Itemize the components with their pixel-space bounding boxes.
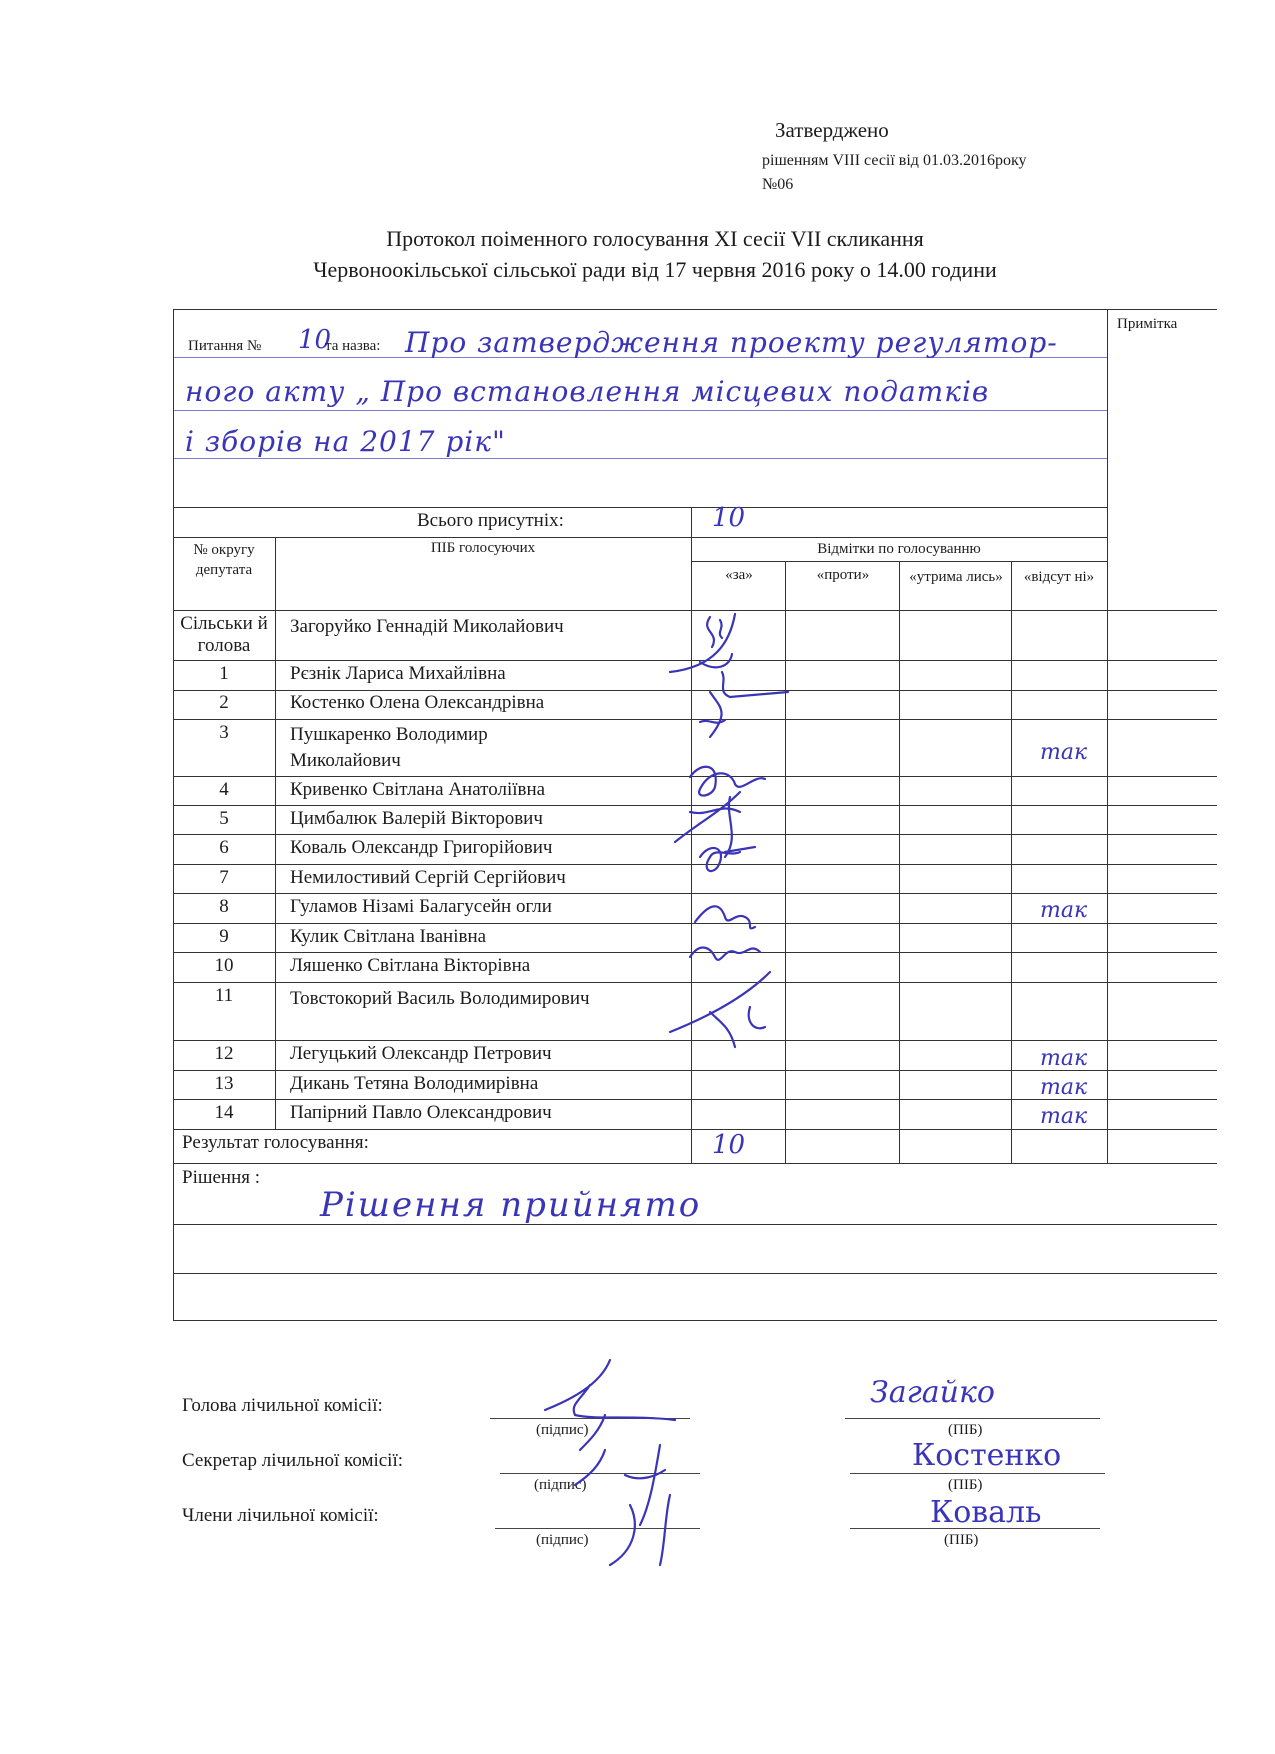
col-against: «проти» (816, 567, 870, 583)
row-name: Товстокорий Василь Володимирович (290, 988, 590, 1009)
head-label: Голова лічильної комісії: (182, 1395, 383, 1416)
question-text-line-1: Про затвердження проекту регулятор- (405, 326, 1058, 359)
row-num: 7 (219, 867, 229, 888)
secretary-name: Костенко (912, 1438, 1062, 1473)
row-num: 6 (219, 837, 229, 858)
row-num: Сільськи й голова (180, 613, 268, 656)
approved-decision-line: рішенням VIII сесії від 01.03.2016року (762, 152, 1027, 169)
question-label: Питання № (188, 338, 262, 354)
members-name-hint: (ПІБ) (944, 1532, 979, 1548)
head-sign-hint: (підпис) (536, 1422, 589, 1438)
members-sign-hint: (підпис) (536, 1532, 589, 1548)
result-label: Результат голосування: (182, 1132, 369, 1153)
col-abstained: «утрима лись» (909, 569, 1003, 585)
secretary-label: Секретар лічильної комісії: (182, 1450, 404, 1471)
question-number: 10 (298, 325, 332, 355)
row-num: 10 (214, 955, 234, 976)
col-district: № округу депутата (193, 542, 255, 578)
members-label: Члени лічильної комісії: (182, 1505, 379, 1526)
row-num: 1 (219, 663, 229, 684)
row-name: Ляшенко Світлана Вікторівна (290, 955, 531, 976)
members-name: Коваль (930, 1495, 1042, 1530)
question-text-line-3: і зборів на 2017 рік" (185, 425, 506, 458)
row-absent-mark: так (1040, 1046, 1088, 1071)
col-marks-group: Відмітки по голосуванню (817, 541, 981, 557)
row-name: Легуцький Олександр Петрович (290, 1043, 552, 1064)
approved-number: №06 (762, 176, 794, 193)
row-name: Пушкаренко Володимир Миколайович (290, 724, 488, 771)
decision-label: Рішення : (182, 1167, 261, 1188)
row-num: 9 (219, 926, 229, 947)
row-num: 13 (214, 1073, 234, 1094)
question-name-label: та назва: (325, 338, 381, 354)
note-header: Примітка (1117, 316, 1178, 332)
protocol-subtitle: Червоноокільської сільської ради від 17 червня 2016 року о 14.00 години (313, 257, 997, 282)
present-label: Всього присутніх: (417, 510, 564, 531)
row-num: 12 (214, 1043, 234, 1064)
row-num: 2 (219, 692, 229, 713)
row-absent-mark: так (1040, 1104, 1088, 1129)
protocol-title: Протокол поіменного голосування XI сесії VII скликання (386, 226, 924, 251)
row-name: Дикань Тетяна Володимирівна (290, 1073, 539, 1094)
col-name: ПІБ голосуючих (430, 540, 536, 556)
commission-signatures (520, 1355, 720, 1585)
row-name: Костенко Олена Олександрівна (290, 692, 545, 713)
row-name: Немилостивий Сергій Сергійович (290, 867, 566, 888)
approved-title: Затверджено (775, 118, 889, 142)
row-name: Папірний Павло Олександрович (290, 1102, 552, 1123)
row-name: Гуламов Нізамі Балагусейн огли (290, 896, 552, 917)
row-absent-mark: так (1040, 1075, 1088, 1100)
row-num: 4 (219, 779, 229, 800)
row-num: 11 (214, 985, 234, 1006)
row-absent-mark: так (1040, 740, 1088, 765)
for-column-signatures (660, 612, 800, 1112)
row-num: 5 (219, 808, 229, 829)
row-name: Кривенко Світлана Анатоліївна (290, 779, 546, 800)
head-name: Загайко (870, 1375, 995, 1410)
decision-value: Рішення прийнято (320, 1185, 702, 1225)
question-text-line-2: ного акту „ Про встановлення місцевих податків (185, 375, 990, 408)
row-name: Рєзнік Лариса Михайлівна (290, 663, 506, 684)
row-num: 14 (214, 1102, 234, 1123)
row-name: Загоруйко Геннадій Миколайович (290, 616, 564, 637)
row-num: 3 (219, 722, 229, 743)
col-absent: «відсут ні» (1023, 569, 1095, 585)
row-name: Кулик Світлана Іванівна (290, 926, 487, 947)
secretary-sign-hint: (підпис) (534, 1477, 587, 1493)
row-name: Цимбалюк Валерій Вікторович (290, 808, 543, 829)
secretary-name-hint: (ПІБ) (948, 1477, 983, 1493)
row-absent-mark: так (1040, 898, 1088, 923)
result-value: 10 (712, 1130, 746, 1160)
head-name-hint: (ПІБ) (948, 1422, 983, 1438)
row-num: 8 (219, 896, 229, 917)
row-name: Коваль Олександр Григорійович (290, 837, 553, 858)
present-value: 10 (712, 503, 746, 533)
col-for: «за» (725, 567, 753, 583)
